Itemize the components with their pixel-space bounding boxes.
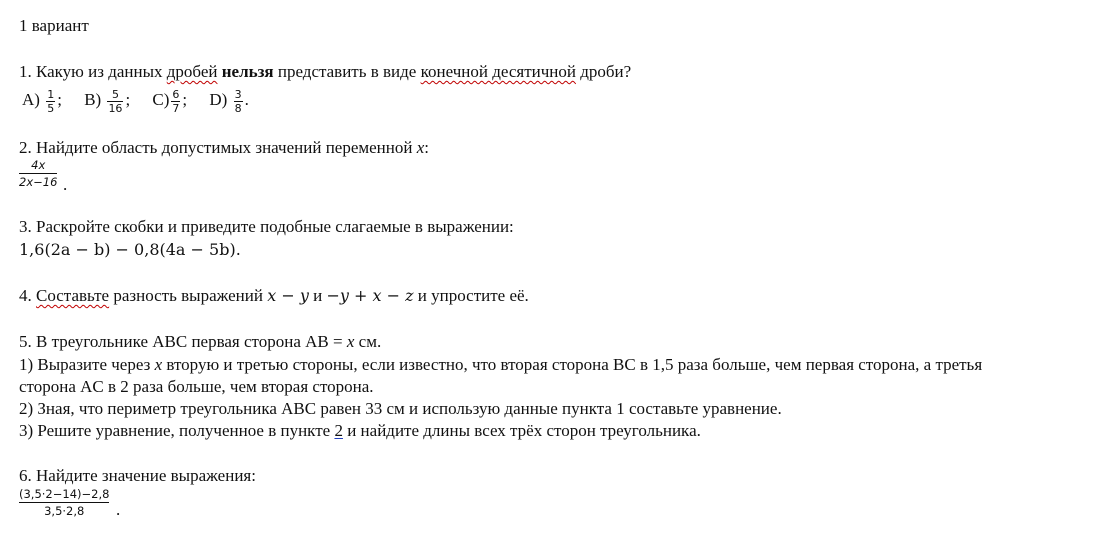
q2-fraction [19,158,57,189]
question-5: 5. В треугольнике ABC первая сторона AB = x см. [19,332,382,351]
q4-underlined-word: Составьте [36,286,110,305]
q4-expression-2: −y + x − z [326,286,414,305]
fraction-bar [19,502,109,503]
question-4: 4. Составьте разность выражений x − y и −y + x − z и упростите её. [19,286,529,305]
q2-period: . [63,175,68,194]
option-a: A) $\frac{1}{5}$ ; [22,87,62,115]
q2-fraction-numerator: 4x [31,158,46,172]
option-c: C) $\frac{6}{7}$ ; [152,87,188,115]
q5-part-ref: 2 [334,421,343,440]
option-b: B) $\frac{5}{16}$ ; [84,87,131,115]
q1-text-before: Какую из данных [36,62,163,81]
variant-heading: 1 вариант [19,16,89,35]
question-3: 3. Раскройте скобки и приведите подобные слагаемые в выражении: [19,217,514,236]
question-1 [19,62,631,82]
fraction-a: $\frac{1}{5}$ [47,87,55,115]
q6-fraction-denominator: 3,5·2,8 [44,504,85,518]
q1-text-middle: представить в виде [277,62,417,81]
question-2: 2. Найдите область допустимых значений переменной x: [19,138,430,157]
q1-text-after: дроби? [580,62,632,81]
fraction-d: $\frac{3}{8}$ [234,87,242,115]
fraction-bar [19,173,57,174]
fraction-c: $\frac{6}{7}$ [172,87,180,115]
question-6: 6. Найдите значение выражения: [19,466,256,485]
option-d: D) $\frac{3}{8}$ . [209,87,249,115]
q1-number: 1. [19,62,32,81]
q2-fraction-denominator: 2x−16 [19,175,58,189]
q6-fraction [19,487,109,518]
q5-part-2: 2) Зная, что периметр треугольника ABC равен 33 см и использую данные пункта 1 составьте уравнение. [19,399,782,418]
q1-underlined-word: дробей [166,62,218,81]
q4-expression-1: x − y [267,286,309,305]
q1-options [22,86,267,115]
q5-part-3: 3) Решите уравнение, полученное в пункте 2 и найдите длины всех трёх сторон треугольника. [19,421,701,440]
q2-variable: x [416,138,425,157]
q6-period: . [116,500,121,519]
q3-expression: 1,6(2a − b) − 0,8(4a − 5b). [19,240,241,259]
q1-underlined-phrase: конечной десятичной [420,62,576,81]
fraction-b: $\frac{5}{16}$ [108,87,123,115]
q1-bold-word: нельзя [221,62,274,81]
q5-part-1-continued: сторона AC в 2 раза больше, чем вторая сторона. [19,377,374,396]
q6-fraction-numerator: (3,5·2−14)−2,8 [19,487,110,501]
q5-part-1: 1) Выразите через x вторую и третью стороны, если известно, что вторая сторона BC в 1,5 раза больше, чем первая сторона, а третья [19,355,983,374]
